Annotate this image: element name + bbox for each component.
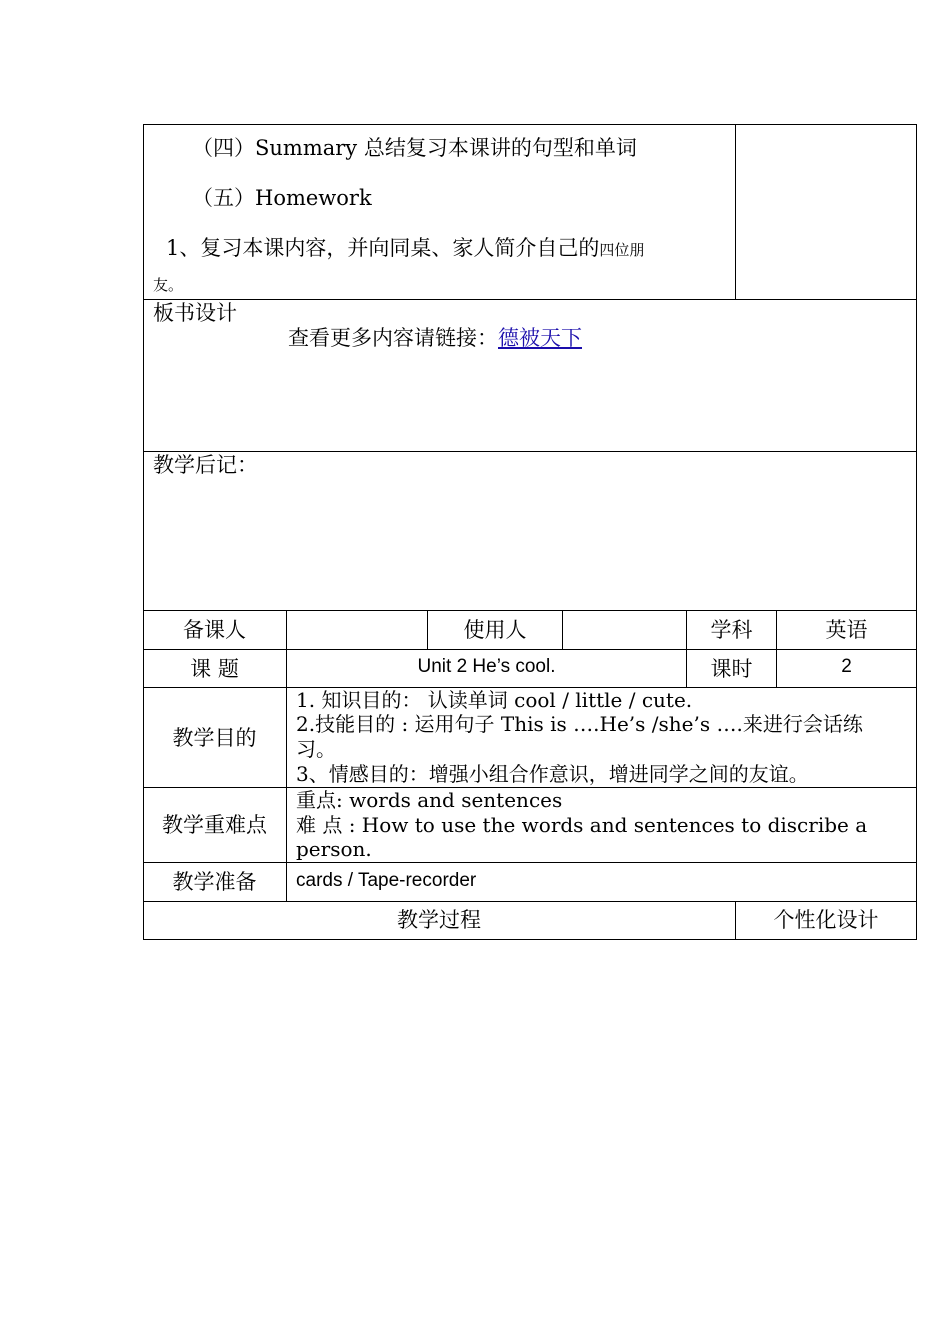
- subject-value: 英语: [825, 618, 868, 642]
- more-content-link[interactable]: 德被天下: [498, 326, 582, 350]
- process-label: 教学过程: [397, 908, 481, 932]
- preparation-value: cards / Tape-recorder: [296, 870, 477, 891]
- border-top: [143, 124, 917, 125]
- border-v-label-column: [286, 610, 287, 902]
- summary-line: （四）Summary 总结复习本课讲的句型和单词: [192, 136, 637, 160]
- homework-item-1-small: 四位朋: [599, 241, 645, 259]
- homework-heading: （五）Homework: [192, 186, 372, 210]
- objective-skill-continued: 习。: [296, 737, 336, 761]
- topic-value: Unit 2 He’s cool.: [417, 656, 556, 677]
- more-content-line: [288, 328, 582, 349]
- objective-emotion: 3、情感目的：增强小组合作意识，增进同学之间的友谊。: [296, 762, 809, 786]
- teaching-notes-label: 教学后记：: [153, 453, 258, 477]
- objective-knowledge: 1. 知识目的： 认读单词 cool / little / cute.: [296, 688, 693, 712]
- border-h7: [143, 862, 917, 863]
- preparer-label: 备课人: [183, 618, 246, 642]
- hours-value: 2: [841, 656, 852, 677]
- preparation-label: 教学准备: [172, 870, 257, 894]
- key-point-difficulty-continued: person.: [296, 837, 372, 861]
- board-design-label: 板书设计: [153, 301, 237, 325]
- more-content-text: 查看更多内容请链接：: [288, 326, 498, 350]
- hours-label: 课时: [710, 657, 753, 681]
- homework-item-1-text: 1、复习本课内容，并向同桌、家人简介自己的: [166, 236, 600, 260]
- border-bottom: [143, 939, 917, 940]
- objective-skill: 2.技能目的 : 运用句子 This is ….He’s /she’s ….来进行会话练: [296, 712, 863, 736]
- border-h4: [143, 649, 917, 650]
- border-right: [916, 124, 917, 940]
- topic-label: 课 题: [190, 657, 239, 681]
- border-h3: [143, 610, 917, 611]
- border-h2: [143, 451, 917, 452]
- user-label: 使用人: [463, 618, 527, 642]
- key-points-label: 教学重难点: [162, 813, 267, 837]
- objectives-label: 教学目的: [172, 726, 257, 750]
- key-point-focus: 重点: words and sentences: [296, 788, 563, 812]
- homework-item-1: [166, 238, 644, 259]
- border-h8: [143, 901, 917, 902]
- key-point-difficulty: 难 点 : How to use the words and sentences to discribe a: [296, 813, 868, 837]
- subject-label: 学科: [710, 618, 753, 642]
- personalized-design-label: 个性化设计: [773, 908, 879, 932]
- border-v-top-section: [735, 124, 736, 300]
- border-v-info-2: [562, 610, 563, 650]
- border-h1: [143, 299, 917, 300]
- homework-item-1-continued: 友。: [153, 276, 184, 294]
